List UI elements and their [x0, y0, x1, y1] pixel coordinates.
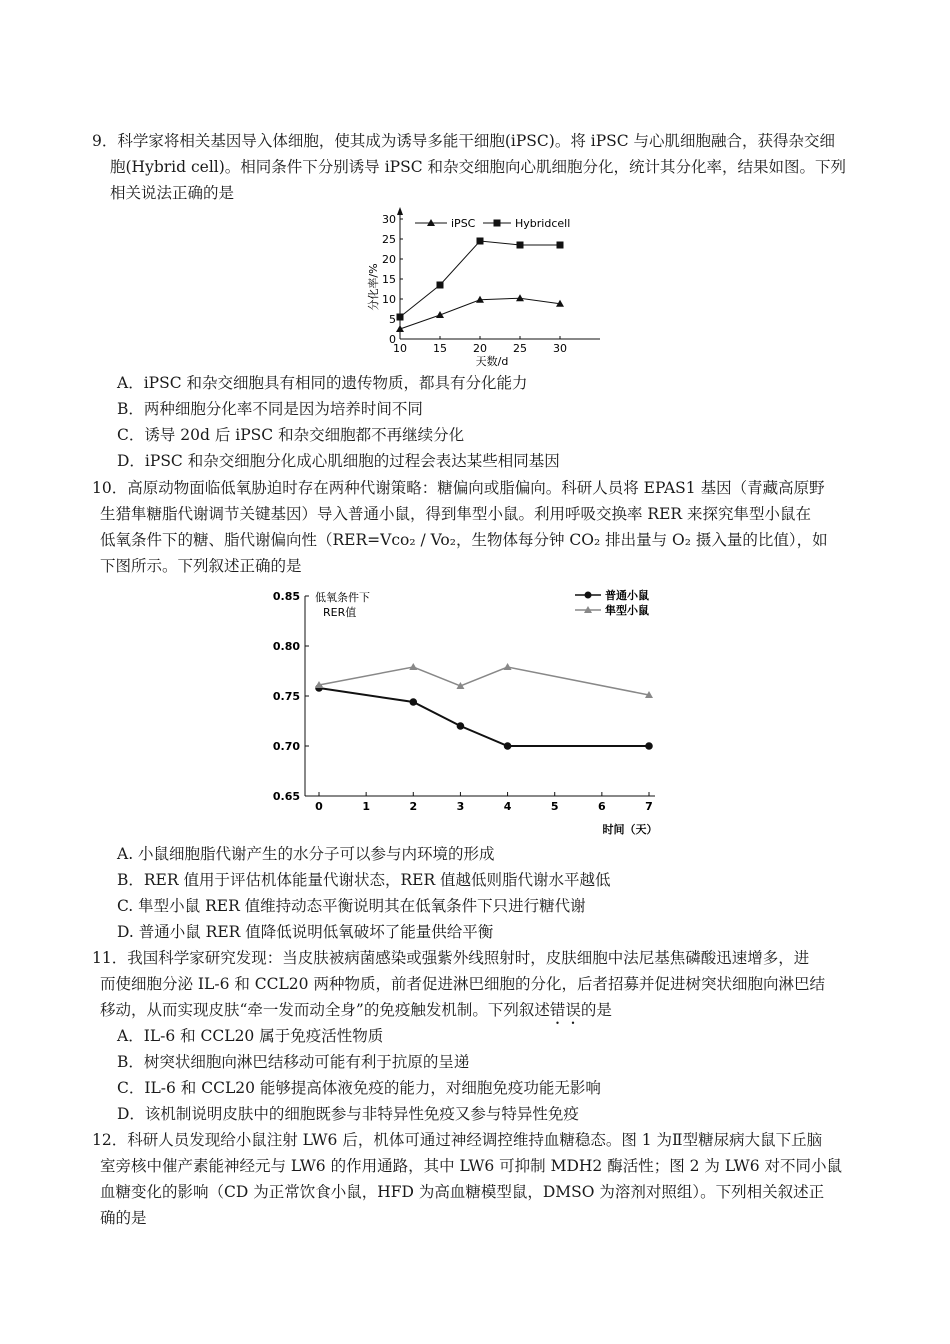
chart2-xtick-label: 7 — [645, 800, 653, 813]
chart1-point-0 — [436, 311, 444, 318]
chart1-ytick-label: 0 — [389, 333, 396, 346]
chart1-point-1 — [437, 282, 444, 289]
chart2-xtick-label: 4 — [503, 800, 512, 813]
chart2-ytick-label: 0.65 — [272, 790, 300, 803]
q9-option-b: B．两种细胞分化率不同是因为培养时间不同 — [117, 400, 423, 418]
chart1-ytick-label: 5 — [389, 313, 396, 326]
chart2-xtick-label: 1 — [362, 800, 370, 813]
chart1-point-0 — [516, 294, 524, 301]
chart1-ytick-label: 30 — [382, 213, 396, 226]
chart2-legend — [575, 588, 649, 617]
chart1-ytick-label: 20 — [382, 253, 396, 266]
q9-option-d: D．iPSC 和杂交细胞分化成心肌细胞的过程会表达某些相同基因 — [117, 452, 560, 470]
chart1-point-1 — [477, 238, 484, 245]
chart1-xtick-label: 25 — [513, 342, 527, 355]
q11-option-c: C．IL-6 和 CCL20 能够提高体液免疫的能力，对细胞免疫功能无影响 — [117, 1079, 601, 1097]
chart2-ylabel: RER值 — [323, 606, 357, 619]
chart1-series — [396, 238, 564, 333]
q9-stem-line3: 相关说法正确的是 — [110, 184, 235, 202]
q10-stem-line4: 下图所示。下列叙述正确的是 — [100, 557, 302, 575]
chart2-xtick-label: 2 — [409, 800, 418, 813]
chart2-xtick-label: 3 — [456, 800, 465, 813]
chart1-ticks — [382, 213, 567, 355]
q12-stem-line1: 12．科研人员发现给小鼠注射 LW6 后，机体可通过神经调控维持血糖稳态。图 1 为Ⅱ型糖尿病大鼠下丘脑 — [92, 1131, 823, 1149]
legend-normal-mouse: 普通小鼠 — [605, 589, 649, 602]
chart1-xtick-label: 10 — [393, 342, 407, 355]
chart1-ylabel: 分化率/% — [367, 263, 380, 311]
chart1-point-1 — [517, 242, 524, 249]
chart2-xtick-label: 6 — [598, 800, 606, 813]
q10-rer-chart — [265, 585, 685, 840]
chart1-ytick-label: 15 — [382, 273, 396, 286]
q9-differentiation-chart — [355, 205, 605, 370]
chart1-series-line-1 — [400, 241, 560, 317]
q10-stem-line3: 低氧条件下的糖、脂代谢偏向性（RER=Vco₂ / Vo₂，生物体每分钟 CO₂ 排出量与 O₂ 摄入量的比值），如 — [100, 531, 828, 549]
chart1-point-1 — [397, 314, 404, 321]
q12-stem-line4: 确的是 — [100, 1209, 147, 1227]
chart2-ytick-label: 0.80 — [272, 640, 300, 653]
chart1-xtick-label: 20 — [473, 342, 487, 355]
chart2-point-0 — [645, 742, 653, 750]
q11-stem-line3-end: 的是 — [580, 1001, 612, 1019]
q10-stem-line2: 生猎隼糖脂代谢调节关键基因）导入普通小鼠，得到隼型小鼠。利用呼吸交换率 RER 来探究隼型小鼠在 — [100, 505, 812, 523]
chart2-series — [315, 663, 653, 750]
q9-option-a: A．iPSC 和杂交细胞具有相同的遗传物质，都具有分化能力 — [117, 374, 528, 392]
q12-stem-line2: 室旁核中催产素能神经元与 LW6 的作用通路，其中 LW6 可抑制 MDH2 酶活性；图 2 为 LW6 对不同小鼠 — [100, 1157, 843, 1175]
chart1-y-arrow — [397, 207, 403, 215]
chart2-series-line-1 — [319, 667, 649, 695]
q10-option-d: D. 普通小鼠 RER 值降低说明低氧破坏了能量供给平衡 — [117, 923, 494, 941]
q11-emphasis-word: 错误 — [549, 1001, 581, 1019]
chart2-axes — [305, 596, 655, 796]
q11-stem-line3-text: 移动，从而实现皮肤“牵一发而动全身”的免疫触发机制。下列叙述 — [100, 1001, 550, 1019]
q10-stem-line1: 10．高原动物面临低氧胁迫时存在两种代谢策略：糖偏向或脂偏向。科研人员将 EPAS1 基因（青藏高原野 — [92, 479, 825, 497]
chart1-xtick-label: 15 — [433, 342, 447, 355]
chart2-xlabel: 时间（天） — [602, 823, 658, 836]
chart2-point-1 — [504, 663, 512, 670]
q11-stem-line2: 而使细胞分泌 IL-6 和 CCL20 两种物质，前者促进淋巴细胞的分化，后者招募并促进树突状细胞向淋巴结 — [100, 975, 825, 993]
q11-option-b: B．树突状细胞向淋巴结移动可能有利于抗原的呈递 — [117, 1053, 470, 1071]
chart2-point-0 — [409, 698, 417, 706]
chart2-title: 低氧条件下 — [315, 591, 370, 604]
chart1-series-line-0 — [400, 298, 560, 329]
chart1-xtick-label: 30 — [553, 342, 567, 355]
chart2-series-line-0 — [319, 688, 649, 746]
q10-option-c: C. 隼型小鼠 RER 值维持动态平衡说明其在低氧条件下只进行糖代谢 — [117, 897, 586, 915]
q10-option-a: A. 小鼠细胞脂代谢产生的水分子可以参与内环境的形成 — [117, 845, 495, 863]
chart1-legend — [415, 217, 570, 230]
chart1-point-1 — [557, 242, 564, 249]
chart2-xtick-label: 5 — [550, 800, 559, 813]
chart2-point-0 — [504, 742, 512, 750]
chart2-ytick-label: 0.70 — [272, 740, 300, 753]
q11-stem-line1: 11．我国科学家研究发现：当皮肤被病菌感染或强紫外线照射时，皮肤细胞中法尼基焦磷酸迅速增多，进 — [92, 949, 810, 967]
chart2-ticks — [273, 590, 653, 813]
chart1-xlabel: 天数/d — [475, 355, 509, 368]
chart2-ytick-label: 0.85 — [272, 590, 300, 603]
q10-option-b: B．RER 值用于评估机体能量代谢状态，RER 值越低则脂代谢水平越低 — [117, 871, 611, 889]
q12-stem-line3: 血糖变化的影响（CD 为正常饮食小鼠，HFD 为高血糖模型鼠，DMSO 为溶剂对照组）。下列相关叙述正 — [100, 1183, 825, 1201]
legend-ipsc-label: iPSC — [451, 217, 476, 230]
q9-stem-line2: 胞(Hybrid cell)。相同条件下分别诱导 iPSC 和杂交细胞向心肌细胞分化，统计其分化率，结果如图。下列 — [110, 158, 846, 176]
q9-option-c: C．诱导 20d 后 iPSC 和杂交细胞都不再继续分化 — [117, 426, 465, 444]
q11-option-d: D．该机制说明皮肤中的细胞既参与非特异性免疫又参与特异性免疫 — [117, 1105, 579, 1123]
chart2-ytick-label: 0.75 — [272, 690, 300, 703]
chart2-point-1 — [409, 663, 417, 670]
chart1-ytick-label: 10 — [382, 293, 396, 306]
q11-option-a: A．IL-6 和 CCL20 属于免疫活性物质 — [117, 1027, 384, 1045]
legend-hybridcell-label: Hybridcell — [515, 217, 571, 230]
legend-falcon-mouse: 隼型小鼠 — [605, 604, 649, 617]
q9-stem-line1: 9．科学家将相关基因导入体细胞，使其成为诱导多能干细胞(iPSC)。将 iPSC 与心肌细胞融合，获得杂交细 — [92, 132, 836, 150]
chart2-point-0 — [457, 722, 465, 730]
chart1-ytick-label: 25 — [382, 233, 396, 246]
chart2-xtick-label: 0 — [315, 800, 323, 813]
